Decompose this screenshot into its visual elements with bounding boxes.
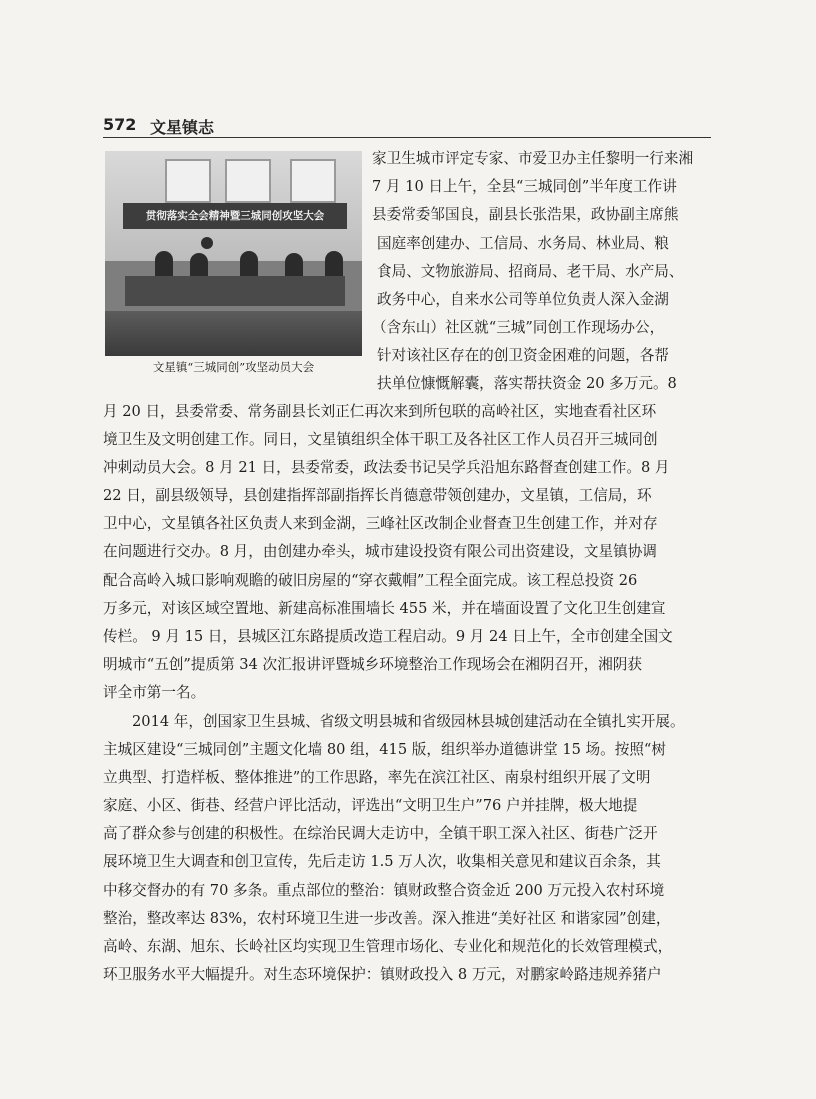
photo-window — [165, 159, 211, 203]
body-line: 明城市“五创”提质第 34 次汇报讲评暨城乡环境整治工作现场会在湘阴召开，湘阴获 — [103, 656, 642, 673]
body-line: 国庭率创建办、工信局、水务局、林业局、粮 — [377, 235, 669, 252]
photo-table — [125, 276, 345, 306]
body-line: 展环境卫生大调查和创卫宣传，先后走访 1.5 万人次，收集相关意见和建议百余条，其 — [103, 853, 661, 870]
meeting-photo — [105, 151, 362, 356]
body-line: 主城区建设“三城同创”主题文化墙 80 组，415 版，组织举办道德讲堂 15 场。按照“树 — [103, 741, 666, 758]
body-line: 县委常委邹国良，副县长张浩果，政协副主席熊 — [372, 206, 679, 223]
photo-window — [225, 159, 271, 203]
body-line: 立典型、打造样板、整体推进”的工作思路，率先在滨江社区、南泉村组织开展了文明 — [103, 769, 651, 786]
body-line: 政务中心，自来水公司等单位负责人深入金湖 — [377, 291, 669, 308]
body-line: 食局、文物旅游局、招商局、老干局、水产局、 — [377, 263, 684, 280]
book-title: 文星镇志 — [150, 118, 215, 137]
body-line: 传栏。 9 月 15 日，县城区江东路提质改造工程启动。9 月 24 日上午，全市创建全国文 — [103, 628, 673, 645]
body-line: 评全市第一名。 — [103, 684, 206, 701]
body-line: 7 月 10 日上午，全县“三城同创”半年度工作讲 — [372, 178, 677, 195]
party-emblem — [201, 237, 213, 249]
body-line: 家卫生城市评定专家、市爱卫办主任黎明一行来湘 — [372, 150, 694, 167]
body-line: 万多元，对该区域空置地、新建高标准围墙长 455 米，并在墙面设置了文化卫生创建宣 — [103, 600, 666, 617]
body-line: 月 20 日，县委常委、常务副县长刘正仁再次来到所包联的高岭社区，实地查看社区环 — [103, 403, 657, 420]
body-line: 高岭、东湖、旭东、长岭社区均实现卫生管理市场化、专业化和规范化的长效管理模式， — [103, 938, 673, 955]
photo-window — [290, 159, 336, 203]
body-line: 境卫生及文明创建工作。同日，文星镇组织全体干职工及各社区工作人员召开三城同创 — [103, 431, 658, 448]
body-line: 在问题进行交办。8 月，由创建办牵头，城市建设投资有限公司出资建设，文星镇协调 — [103, 543, 657, 560]
header-rule — [103, 137, 711, 138]
body-line: 冲刺动员大会。8 月 21 日，县委常委，政法委书记吴学兵沿旭东路督查创建工作。8 月 — [103, 459, 670, 476]
body-line: 中移交督办的有 70 多条。重点部位的整治：镇财政整合资金近 200 万元投入农村环境 — [103, 882, 665, 899]
body-line: 高了群众参与创建的积极性。在综治民调大走访中，全镇干职工深入社区、街巷广泛开 — [103, 825, 658, 842]
body-line: 扶单位慷慨解囊，落实帮扶资金 20 多万元。8 — [377, 375, 677, 392]
body-line: 整治，整改率达 83%，农村环境卫生进一步改善。深入推进“美好社区 和谐家园”创建， — [103, 910, 671, 927]
photo-crowd — [105, 311, 362, 356]
body-line: 2014 年，创国家卫生县城、省级文明县城和省级园林县城创建活动在全镇扎实开展。 — [132, 713, 685, 730]
body-line: 环卫服务水平大幅提升。对生态环境保护：镇财政投入 8 万元，对鹏家岭路违规养猪户 — [103, 966, 662, 983]
body-line: 卫中心，文星镇各社区负责人来到金湖，三峰社区改制企业督查卫生创建工作，并对存 — [103, 515, 658, 532]
body-line: 22 日，副县级领导，县创建指挥部副指挥长肖德意带领创建办，文星镇，工信局，环 — [103, 487, 652, 504]
body-line: 针对该社区存在的创卫资金困难的问题，各帮 — [377, 347, 669, 364]
page-header — [103, 115, 711, 137]
body-line: 家庭、小区、街巷、经营户评比活动，评选出“文明卫生户”76 户并挂牌，极大地提 — [103, 797, 638, 814]
page-number: 572 — [103, 115, 137, 134]
photo-banner: 贯彻落实全会精神暨三城同创攻坚大会 — [123, 203, 347, 229]
body-line: 配合高岭入城口影响观瞻的破旧房屋的“穿衣戴帽”工程全面完成。该工程总投资 26 — [103, 572, 638, 589]
photo-caption: 文星镇“三城同创”攻坚动员大会 — [152, 360, 315, 374]
body-line: （含东山）社区就“三城”同创工作现场办公， — [372, 319, 665, 336]
